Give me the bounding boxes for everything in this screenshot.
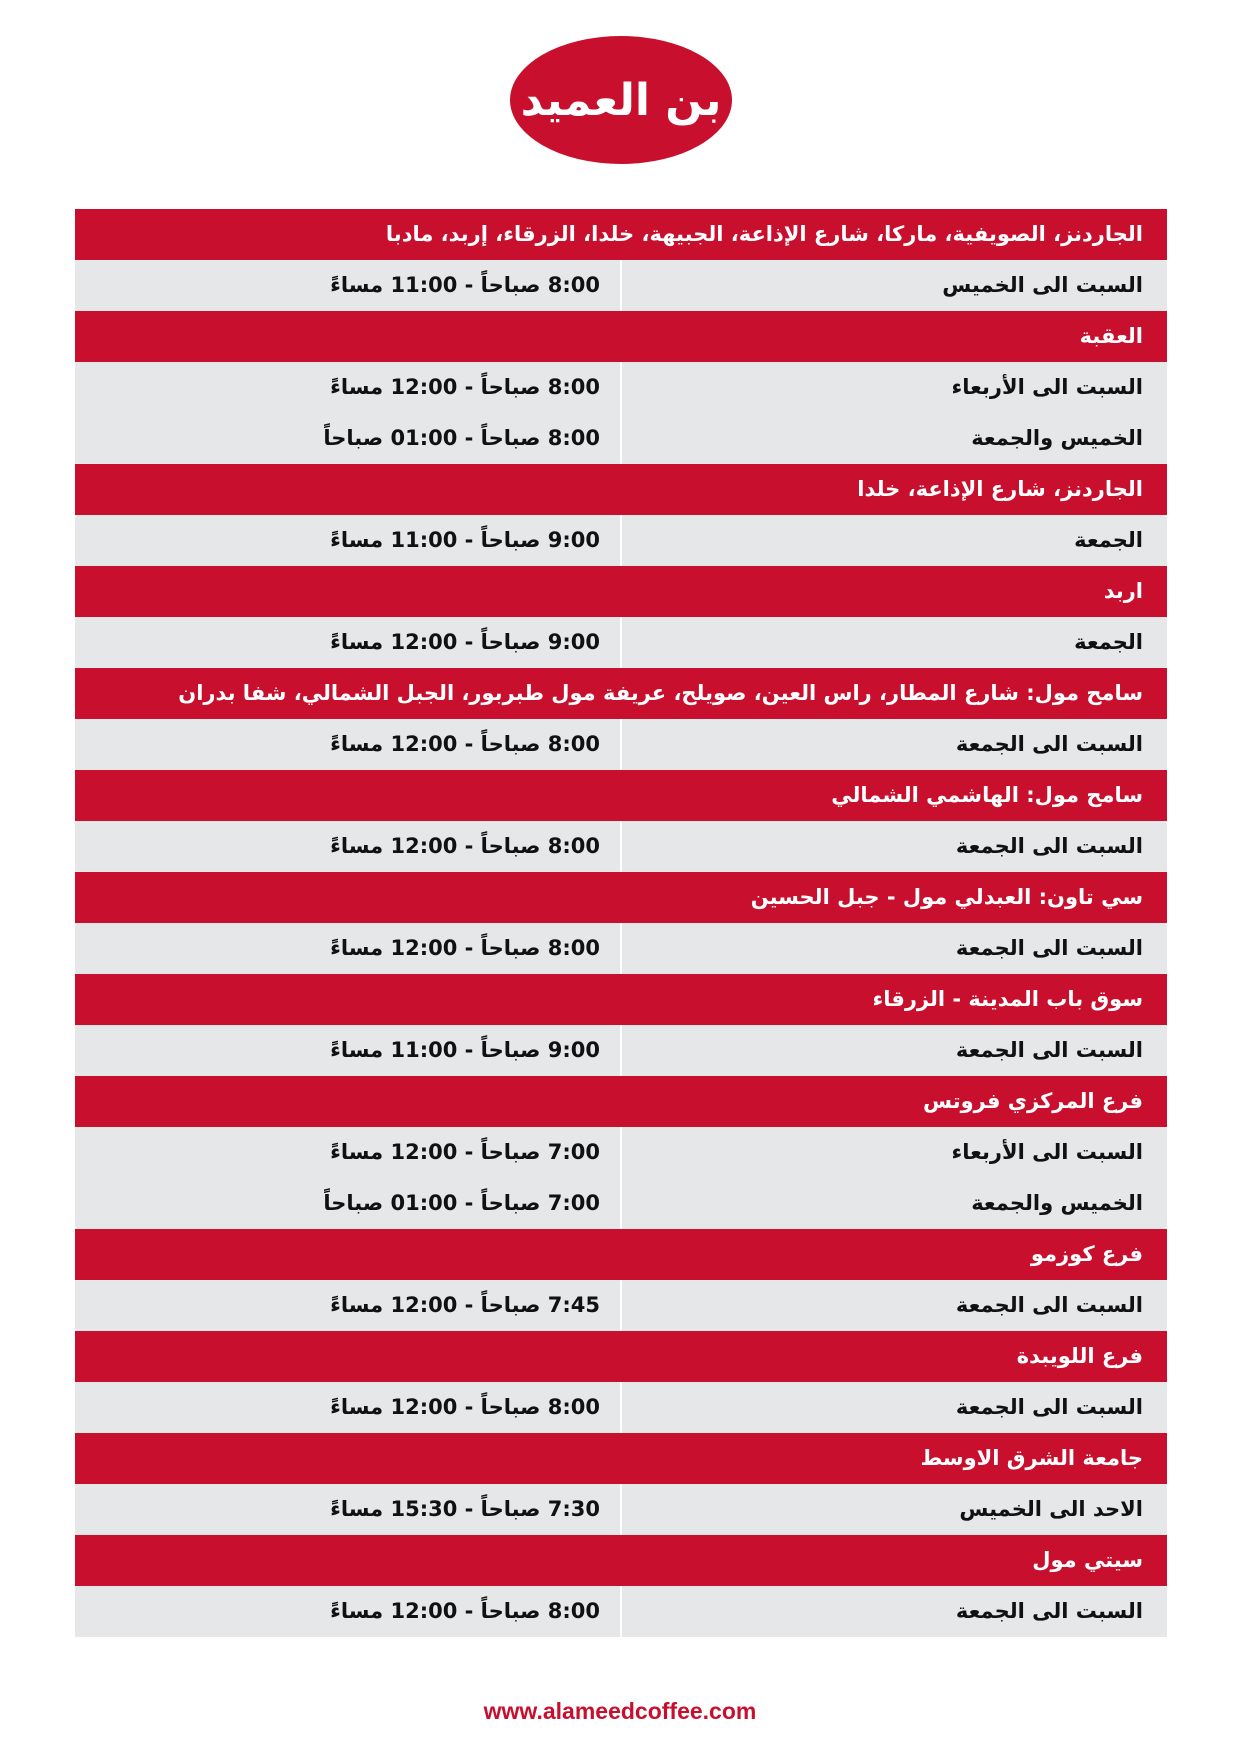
branch-header: الجاردنز، الصويفية، ماركا، شارع الإذاعة، الجبيهة، خلدا، الزرقاء، إربد، مادبا	[75, 209, 1167, 260]
days-cell: الجمعة	[1074, 630, 1143, 654]
hours-cell: 8:00 صباحاً - 12:00 مساءً	[330, 936, 600, 960]
column-divider	[620, 1586, 622, 1637]
branch-header: سوق باب المدينة - الزرقاء	[75, 974, 1167, 1025]
brand-logo-graphic	[509, 35, 733, 165]
branch-header: فرع كوزمو	[75, 1229, 1167, 1280]
branch-hours	[75, 617, 1167, 668]
hours-row	[75, 1127, 1167, 1178]
hours-cell: 8:00 صباحاً - 01:00 صباحاً	[323, 426, 600, 450]
hours-cell: 7:30 صباحاً - 15:30 مساءً	[330, 1497, 600, 1521]
branch-hours	[75, 923, 1167, 974]
column-divider	[620, 362, 622, 413]
branch-hours	[75, 1586, 1167, 1637]
branch-hours	[75, 1025, 1167, 1076]
column-divider	[620, 1127, 622, 1178]
branch-hours	[75, 362, 1167, 464]
days-cell: السبت الى الجمعة	[955, 732, 1143, 756]
branch-hours	[75, 1127, 1167, 1229]
days-cell: الخميس والجمعة	[971, 426, 1143, 450]
column-divider	[620, 617, 622, 668]
days-cell: السبت الى الجمعة	[955, 1395, 1143, 1419]
hours-cell: 8:00 صباحاً - 12:00 مساءً	[330, 375, 600, 399]
hours-cell: 8:00 صباحاً - 12:00 مساءً	[330, 1395, 600, 1419]
days-cell: السبت الى الجمعة	[955, 1293, 1143, 1317]
hours-row	[75, 1382, 1167, 1433]
column-divider	[620, 1382, 622, 1433]
days-cell: السبت الى الجمعة	[955, 1599, 1143, 1623]
hours-row	[75, 260, 1167, 311]
column-divider	[620, 260, 622, 311]
days-cell: السبت الى الأربعاء	[951, 375, 1143, 399]
branch-header: جامعة الشرق الاوسط	[75, 1433, 1167, 1484]
branch-header: الجاردنز، شارع الإذاعة، خلدا	[75, 464, 1167, 515]
hours-row	[75, 923, 1167, 974]
column-divider	[620, 719, 622, 770]
days-cell: الخميس والجمعة	[971, 1191, 1143, 1215]
hours-row	[75, 1484, 1167, 1535]
hours-row	[75, 1280, 1167, 1331]
column-divider	[620, 413, 622, 464]
branch-header: فرع اللويبدة	[75, 1331, 1167, 1382]
brand-logo	[509, 35, 733, 165]
branch-header: العقبة	[75, 311, 1167, 362]
hours-cell: 8:00 صباحاً - 11:00 مساءً	[330, 273, 600, 297]
branch-header: سامح مول: شارع المطار، راس العين، صويلح، عريفة مول طبربور، الجبل الشمالي، شفا بدران	[75, 668, 1167, 719]
column-divider	[620, 1280, 622, 1331]
days-cell: الاحد الى الخميس	[959, 1497, 1143, 1521]
branch-header: سي تاون: العبدلي مول - جبل الحسين	[75, 872, 1167, 923]
hours-row	[75, 362, 1167, 413]
hours-row	[75, 1025, 1167, 1076]
hours-row	[75, 617, 1167, 668]
hours-cell: 9:00 صباحاً - 11:00 مساءً	[330, 1038, 600, 1062]
opening-hours-table	[75, 209, 1167, 1637]
hours-cell: 7:00 صباحاً - 12:00 مساءً	[330, 1140, 600, 1164]
hours-cell: 9:00 صباحاً - 12:00 مساءً	[330, 630, 600, 654]
website-url[interactable]: www.alameedcoffee.com	[483, 1698, 757, 1724]
hours-cell: 8:00 صباحاً - 12:00 مساءً	[330, 732, 600, 756]
branch-hours	[75, 1382, 1167, 1433]
days-cell: الجمعة	[1074, 528, 1143, 552]
branch-header: اربد	[75, 566, 1167, 617]
column-divider	[620, 515, 622, 566]
branch-header: سيتي مول	[75, 1535, 1167, 1586]
column-divider	[620, 1484, 622, 1535]
branch-hours	[75, 1280, 1167, 1331]
days-cell: السبت الى الجمعة	[955, 1038, 1143, 1062]
branch-hours	[75, 719, 1167, 770]
column-divider	[620, 923, 622, 974]
branch-hours	[75, 260, 1167, 311]
branch-header: فرع المركزي فروتس	[75, 1076, 1167, 1127]
hours-row	[75, 821, 1167, 872]
hours-row	[75, 719, 1167, 770]
days-cell: السبت الى الخميس	[942, 273, 1143, 297]
hours-row	[75, 1586, 1167, 1637]
branch-hours	[75, 1484, 1167, 1535]
hours-row	[75, 413, 1167, 464]
column-divider	[620, 1025, 622, 1076]
hours-cell: 7:45 صباحاً - 12:00 مساءً	[330, 1293, 600, 1317]
days-cell: السبت الى الجمعة	[955, 834, 1143, 858]
hours-row	[75, 1178, 1167, 1229]
days-cell: السبت الى الجمعة	[955, 936, 1143, 960]
days-cell: السبت الى الأربعاء	[951, 1140, 1143, 1164]
column-divider	[620, 1178, 622, 1229]
branch-header: سامح مول: الهاشمي الشمالي	[75, 770, 1167, 821]
hours-cell: 8:00 صباحاً - 12:00 مساءً	[330, 1599, 600, 1623]
branch-hours	[75, 821, 1167, 872]
hours-cell: 8:00 صباحاً - 12:00 مساءً	[330, 834, 600, 858]
hours-cell: 7:00 صباحاً - 01:00 صباحاً	[323, 1191, 600, 1215]
hours-row	[75, 515, 1167, 566]
column-divider	[620, 821, 622, 872]
logo-text: بن العميد	[520, 75, 722, 126]
hours-cell: 9:00 صباحاً - 11:00 مساءً	[330, 528, 600, 552]
branch-hours	[75, 515, 1167, 566]
